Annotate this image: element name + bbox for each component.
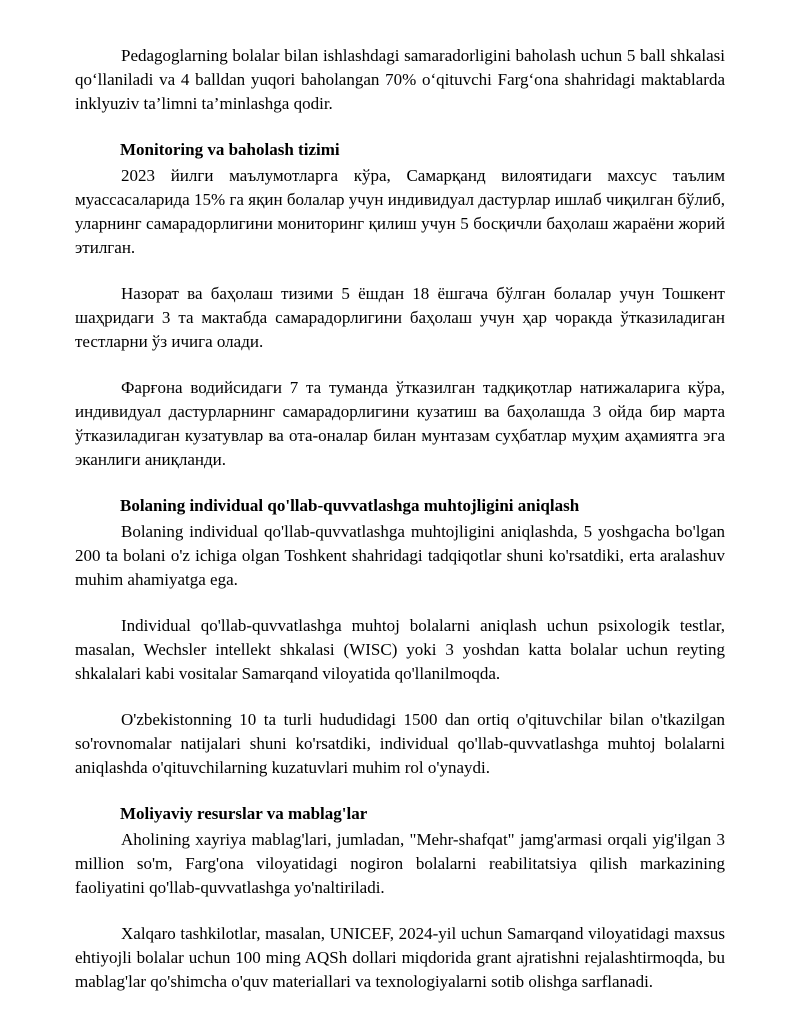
- paragraph-monitoring-3: Фарғона водийсидаги 7 та туманда ўтказилган тадқиқотлар натижаларига кўра, индивидуал дастурларнинг самарадорлигини кузатиш ва баҳолашда 3 ойда бир марта ўтказиладиган кузатувлар ва ота-оналар билан мунтазам суҳбатлар муҳим аҳамиятга эга эканлиги аниқланди.: [75, 378, 725, 469]
- paragraph-financial-resources-1: Aholining xayriya mablag'lari, jumladan, "Mehr-shafqat" jamg'armasi orqali yig'ilgan 3 million so'm, Farg'ona viloyatidagi nogiron bolalarni reabilitatsiya qilish markazining faoliyatini qo'llab-quvvatlashga yo'naltiriladi.: [75, 830, 725, 897]
- paragraph-individual-support-1: Bolaning individual qo'llab-quvvatlashga muhtojligini aniqlashda, 5 yoshgacha bo'lgan 200 ta bolani o'z ichiga olgan Toshkent shahridagi tadqiqotlar shuni ko'rsatdiki, erta aralashuv muhim ahamiyatga ega.: [75, 522, 725, 589]
- paragraph-individual-support-3: O'zbekistonning 10 ta turli hududidagi 1500 dan ortiq o'qituvchilar bilan o'tkazilgan so'rovnomalar natijalari shuni ko'rsatdiki, individual qo'llab-quvvatlashga muhtoj bolalarni aniqlashda o'qituvchilarning kuzatuvlari muhim rol o'ynaydi.: [75, 710, 725, 777]
- paragraph-intro: Pedagoglarning bolalar bilan ishlashdagi samaradorligini baholash uchun 5 ball shkalasi qo‘llaniladi va 4 balldan yuqori baholangan 70% o‘qituvchi Farg‘ona shahridagi maktablarda inklyuziv ta’limni ta’minlashga qodir.: [75, 46, 725, 113]
- heading-individual-support: Bolaning individual qo'llab-quvvatlashga muhtojligini aniqlash: [120, 496, 580, 515]
- heading-monitoring: Monitoring va baholash tizimi: [120, 140, 340, 159]
- heading-financial-resources: Moliyaviy resurslar va mablag'lar: [120, 804, 368, 823]
- paragraph-financial-resources-2: Xalqaro tashkilotlar, masalan, UNICEF, 2024-yil uchun Samarqand viloyatidagi maxsus ehtiyojli bolalar uchun 100 ming AQSh dollari miqdorida grant ajratishni rejalashtirmoqda, bu mablag'lar qo'shimcha o'quv materiallari va texnologiyalarni sotib olishga sarflanadi.: [75, 924, 725, 991]
- document-page: [75, 44, 725, 1016]
- paragraph-monitoring-2: Назорат ва баҳолаш тизими 5 ёшдан 18 ёшгача бўлган болалар учун Тошкент шаҳридаги 3 та мактабда самарадорлигини баҳолаш учун ҳар чоракда ўтказиладиган тестларни ўз ичига олади.: [75, 284, 725, 351]
- paragraph-monitoring-1: 2023 йилги маълумотларга кўра, Самарқанд вилоятидаги махсус таълим муассасаларида 15% га яқин болалар учун индивидуал дастурлар ишлаб чиқилган бўлиб, уларнинг самарадорлигини мониторинг қилиш учун 5 босқичли баҳолаш жараёни жорий этилган.: [75, 166, 725, 257]
- paragraph-individual-support-2: Individual qo'llab-quvvatlashga muhtoj bolalarni aniqlash uchun psixologik testlar, masalan, Wechsler intellekt shkalasi (WISC) yoki 3 yoshdan katta bolalar uchun reyting shkalalari kabi vositalar Samarqand viloyatida qo'llanilmoqda.: [75, 616, 725, 683]
